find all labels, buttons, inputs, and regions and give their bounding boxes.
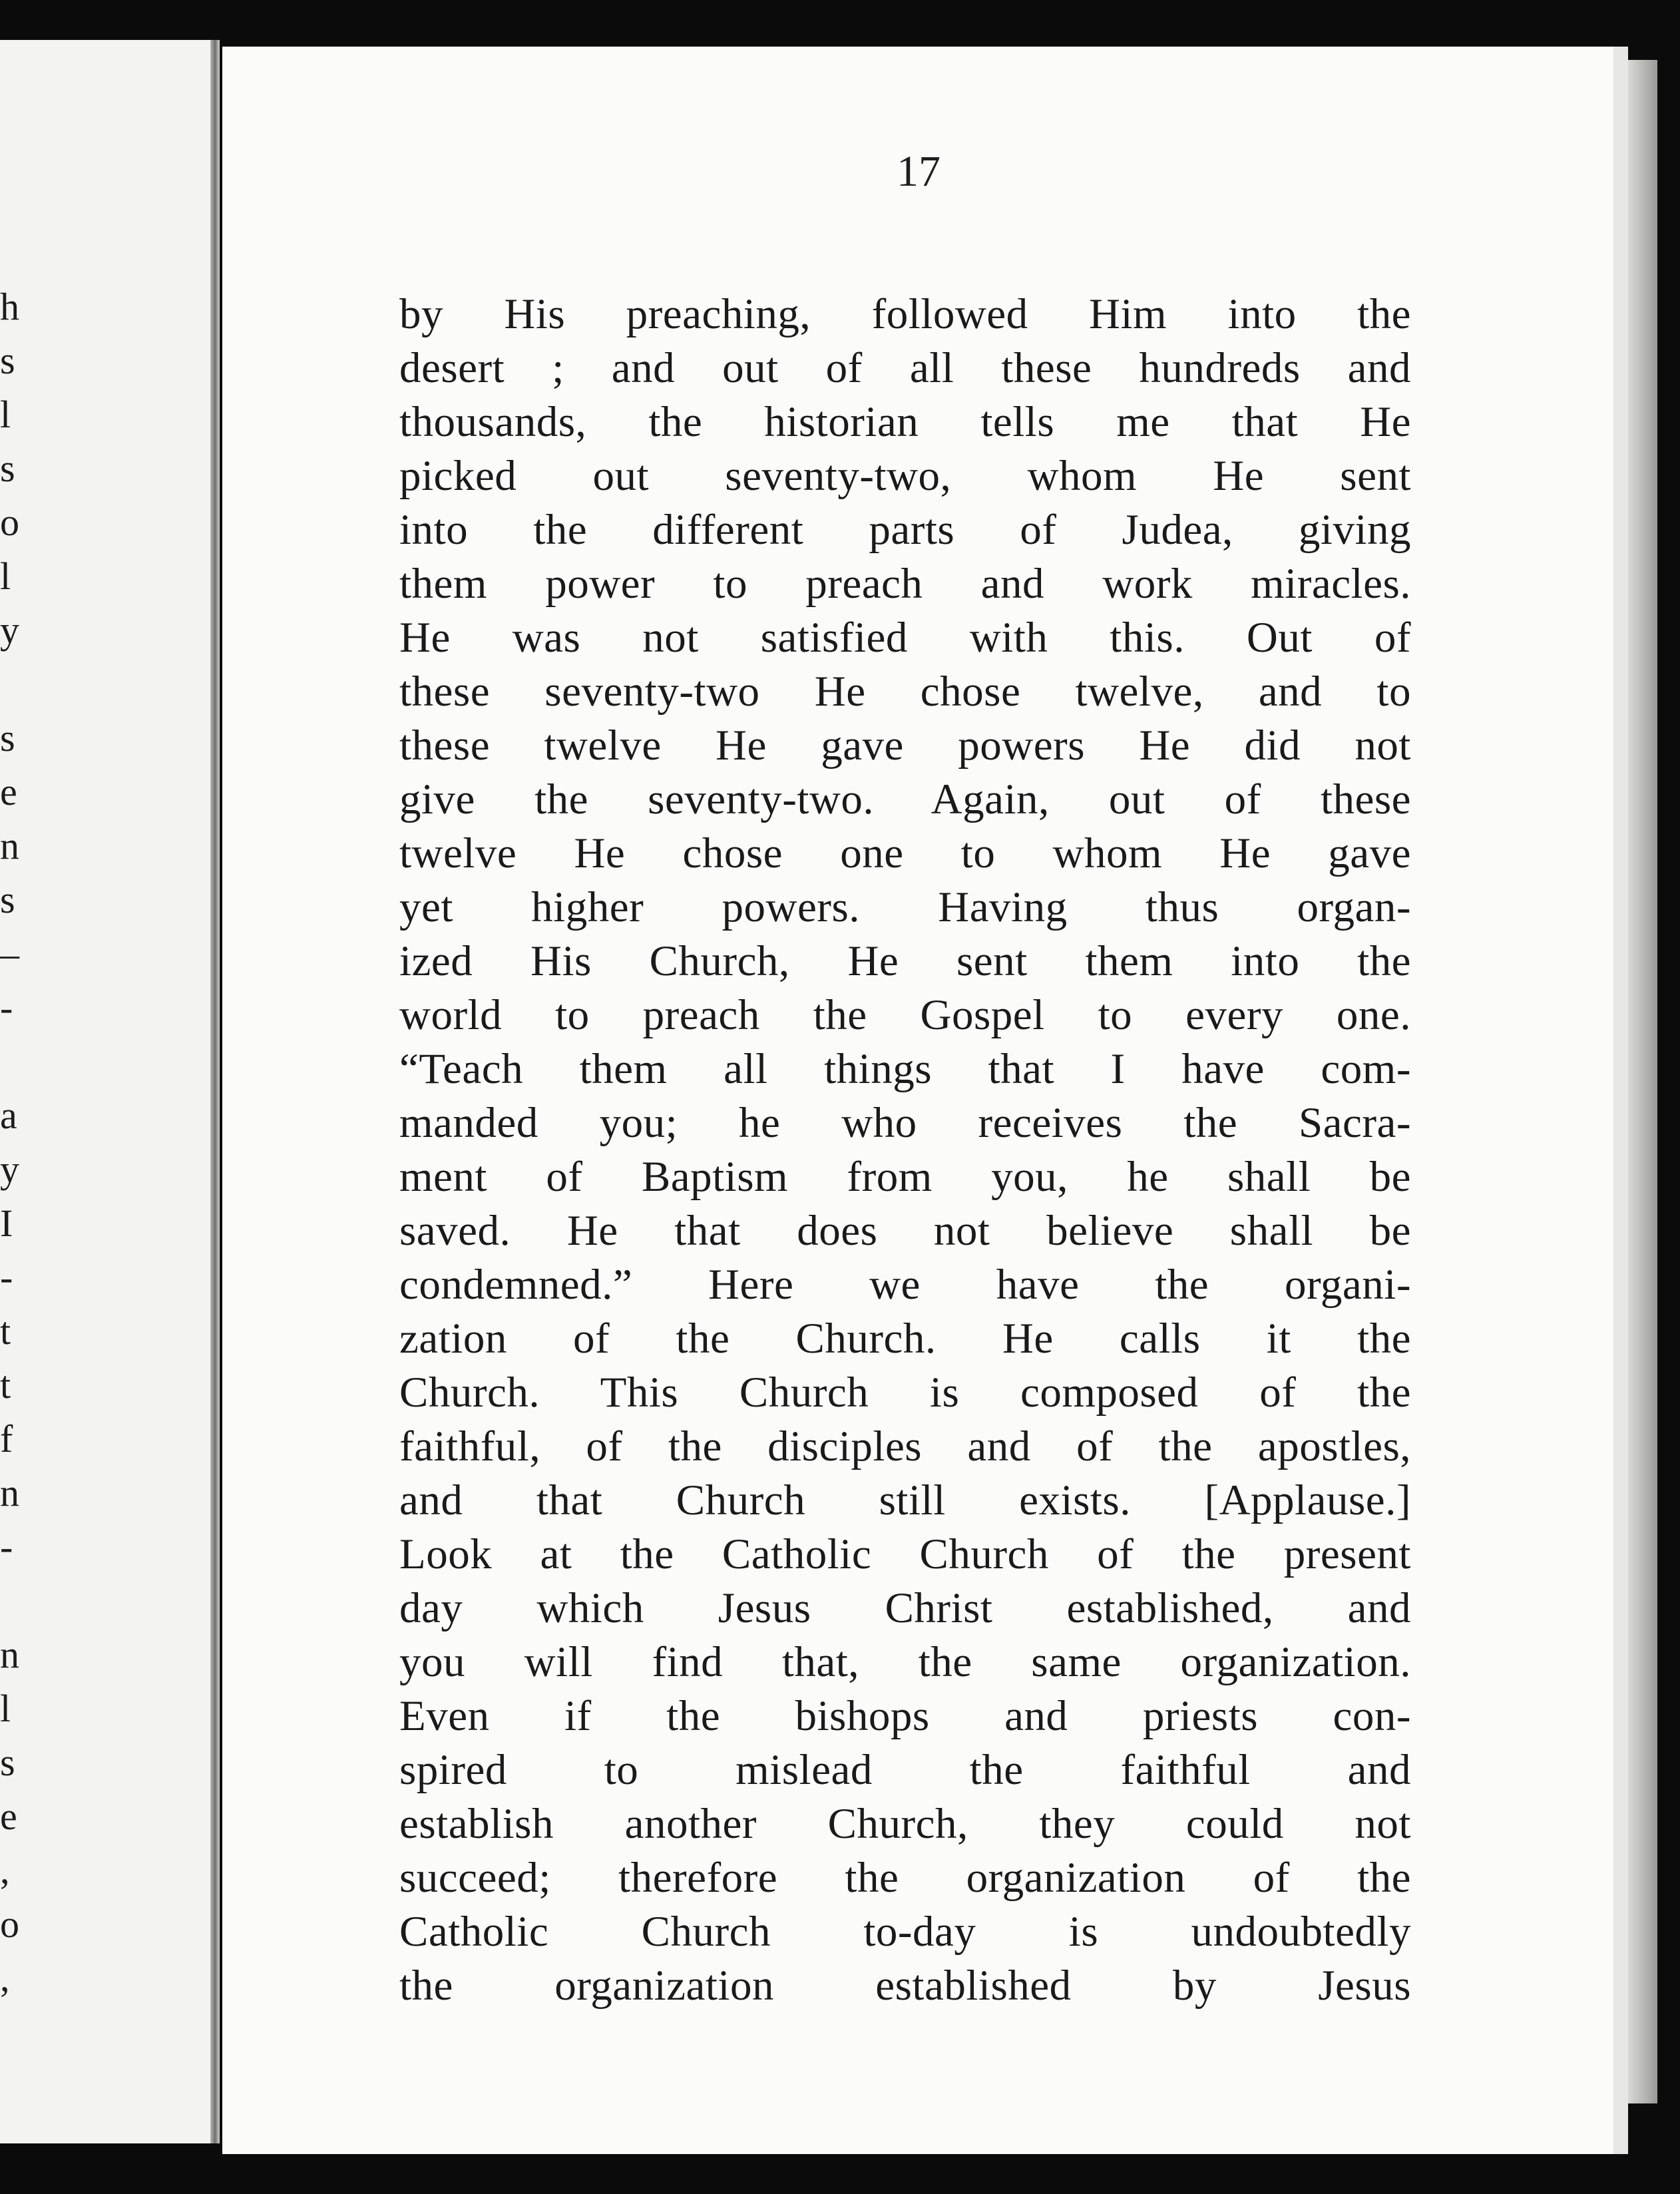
left-page-fragment: ,	[0, 1849, 10, 1892]
left-page-fragment: -	[0, 1255, 13, 1299]
text-line: picked out seventy-two, whom He sent	[399, 452, 1411, 500]
left-page-fragment: l	[0, 1687, 11, 1730]
left-page-fragment: o	[0, 1902, 19, 1946]
left-page-fragment: l	[0, 554, 11, 598]
left-page-fragment: h	[0, 285, 19, 328]
text-line: saved. He that does not believe shall be	[399, 1207, 1411, 1255]
left-page-fragment: t	[0, 1309, 11, 1353]
left-page-fragment: I	[0, 1202, 13, 1245]
text-line: Look at the Catholic Church of the present	[399, 1530, 1411, 1578]
text-line: day which Jesus Christ established, and	[399, 1584, 1411, 1632]
left-page-fragment: ,	[0, 1956, 10, 2000]
text-line: thousands, the historian tells me that He	[399, 398, 1411, 446]
left-page-fragment: n	[0, 1471, 19, 1514]
text-line: manded you; he who receives the Sacra-	[399, 1099, 1411, 1147]
left-page-fragment	[0, 1034, 27, 1088]
text-line: He was not satisfied with this. Out of	[399, 614, 1411, 662]
text-line: ment of Baptism from you, he shall be	[399, 1153, 1411, 1201]
left-page-fragment: y	[0, 1148, 19, 1191]
text-line: establish another Church, they could not	[399, 1800, 1411, 1848]
left-page-fragment: f	[0, 1417, 13, 1460]
text-line: twelve He chose one to whom He gave	[399, 829, 1411, 877]
text-line: these twelve He gave powers He did not	[399, 722, 1411, 769]
left-page-fragment: l	[0, 393, 11, 436]
text-line: give the seventy-two. Again, out of these	[399, 775, 1411, 823]
text-line: Church. This Church is composed of the	[399, 1369, 1411, 1417]
text-line: condemned.” Here we have the organi-	[399, 1261, 1411, 1309]
text-line: you will find that, the same organization.	[399, 1638, 1411, 1686]
left-page-fragment: t	[0, 1363, 11, 1407]
text-line: ized His Church, He sent them into the	[399, 937, 1411, 985]
text-line: the organization established by Jesus	[399, 1962, 1411, 2010]
left-page-fragment: n	[0, 824, 19, 867]
left-page-fragment: -	[0, 986, 13, 1029]
left-page-fragment: o	[0, 501, 19, 544]
left-page-fragment	[0, 1574, 27, 1628]
left-page-fragment: e	[0, 1795, 17, 1838]
left-page-text-fragments	[0, 280, 27, 2005]
book-page	[222, 47, 1628, 2154]
text-line: world to preach the Gospel to every one.	[399, 991, 1411, 1039]
left-page-fragment: s	[0, 447, 15, 490]
page-number: 17	[897, 147, 941, 196]
left-page-fragment: s	[0, 339, 15, 382]
text-line: Catholic Church to-day is undoubtedly	[399, 1908, 1411, 1956]
left-page-fragment: e	[0, 770, 17, 813]
left-page-fragment: -	[0, 1525, 13, 1568]
left-page-fragment	[0, 657, 27, 711]
left-page-fragment: s	[0, 716, 15, 760]
text-line: Even if the bishops and priests con-	[399, 1692, 1411, 1740]
left-facing-page	[0, 40, 220, 2143]
text-line: succeed; therefore the organization of the	[399, 1854, 1411, 1902]
left-page-fragment: y	[0, 608, 19, 652]
text-line: zation of the Church. He calls it the	[399, 1315, 1411, 1363]
text-line: by His preaching, followed Him into the	[399, 290, 1411, 338]
body-text	[399, 288, 1411, 2013]
text-line: them power to preach and work miracles.	[399, 560, 1411, 608]
text-line: and that Church still exists. [Applause.]	[399, 1476, 1411, 1524]
book-gutter	[210, 40, 220, 2143]
left-page-fragment: n	[0, 1633, 19, 1676]
text-line: “Teach them all things that I have com-	[399, 1045, 1411, 1093]
left-page-fragment: a	[0, 1094, 17, 1137]
page-edge	[1628, 60, 1657, 2103]
text-line: into the different parts of Judea, giving	[399, 506, 1411, 554]
left-page-fragment: –	[0, 932, 19, 975]
text-line: these seventy-two He chose twelve, and to	[399, 668, 1411, 716]
text-line: spired to mislead the faithful and	[399, 1746, 1411, 1794]
text-line: desert ; and out of all these hundreds and	[399, 344, 1411, 392]
left-page-fragment: s	[0, 1741, 15, 1784]
text-line: faithful, of the disciples and of the apostles,	[399, 1423, 1411, 1470]
left-page-fragment: s	[0, 878, 15, 921]
text-line: yet higher powers. Having thus organ-	[399, 883, 1411, 931]
